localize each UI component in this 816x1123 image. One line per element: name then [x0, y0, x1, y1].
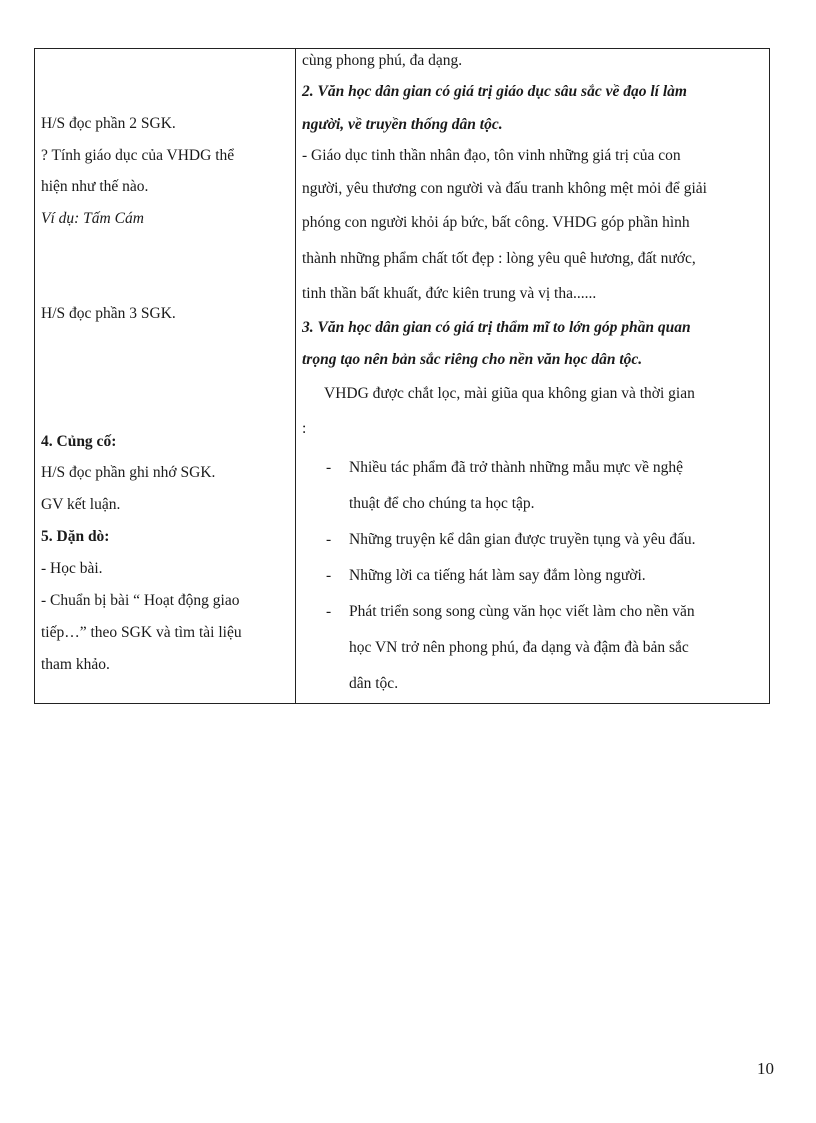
right-line: cùng phong phú, đa dạng.: [302, 52, 463, 69]
left-line: hiện như thế nào.: [41, 178, 149, 195]
section-heading-3-cont: trọng tạo nên bản sắc riêng cho nền văn học dân tộc.: [302, 351, 643, 368]
list-item-cont: học VN trở nên phong phú, đa dạng và đậm đà bản sắc: [349, 639, 689, 656]
left-line: H/S đọc phần ghi nhớ SGK.: [41, 464, 216, 481]
lesson-table: [34, 48, 770, 704]
right-line: - Giáo dục tinh thần nhân đạo, tôn vinh những giá trị của con: [302, 147, 681, 164]
left-line: H/S đọc phần 2 SGK.: [41, 115, 176, 132]
section-heading-2-cont: người, về truyền thống dân tộc.: [302, 116, 503, 133]
right-line: :: [302, 420, 307, 437]
list-item: Những truyện kể dân gian được truyền tụng và yêu đấu.: [349, 531, 696, 548]
left-line: tiếp…” theo SGK và tìm tài liệu: [41, 624, 242, 641]
section-heading-2: 2. Văn học dân gian có giá trị giáo dục sâu sắc về đạo lí làm: [302, 83, 687, 100]
section-heading-homework: 5. Dặn dò:: [41, 528, 110, 545]
column-divider: [295, 49, 296, 703]
left-line: H/S đọc phần 3 SGK.: [41, 305, 176, 322]
bullet-marker: -: [326, 459, 332, 476]
bullet-marker: -: [326, 567, 332, 584]
right-line-indented: VHDG được chắt lọc, mài giũa qua không gian và thời gian: [324, 385, 695, 402]
left-line: ? Tính giáo dục của VHDG thể: [41, 147, 235, 164]
page-number: 10: [757, 1059, 774, 1078]
left-line: tham khảo.: [41, 656, 110, 673]
section-heading-consolidation: 4. Củng cố:: [41, 433, 117, 450]
bullet-marker: -: [326, 531, 332, 548]
right-line: người, yêu thương con người và đấu tranh không mệt mỏi để giải: [302, 180, 707, 197]
left-line: - Học bài.: [41, 560, 103, 577]
right-line: phóng con người khỏi áp bức, bất công. VHDG góp phần hình: [302, 214, 690, 231]
bullet-marker: -: [326, 603, 332, 620]
list-item: Phát triển song song cùng văn học viết làm cho nền văn: [349, 603, 695, 620]
left-line: GV kết luận.: [41, 496, 121, 513]
right-line: tinh thần bất khuất, đức kiên trung và vị tha......: [302, 285, 597, 302]
section-heading-3: 3. Văn học dân gian có giá trị thẩm mĩ to lớn góp phần quan: [302, 319, 691, 336]
list-item: Những lời ca tiếng hát làm say đắm lòng người.: [349, 567, 646, 584]
left-line-example: Ví dụ: Tấm Cám: [41, 210, 144, 227]
list-item-cont: thuật để cho chúng ta học tập.: [349, 495, 535, 512]
list-item: Nhiều tác phẩm đã trở thành những mẫu mực về nghệ: [349, 459, 684, 476]
list-item-cont: dân tộc.: [349, 675, 399, 692]
right-line: thành những phẩm chất tốt đẹp : lòng yêu quê hương, đất nước,: [302, 250, 696, 267]
left-line: - Chuẩn bị bài “ Hoạt động giao: [41, 592, 240, 609]
